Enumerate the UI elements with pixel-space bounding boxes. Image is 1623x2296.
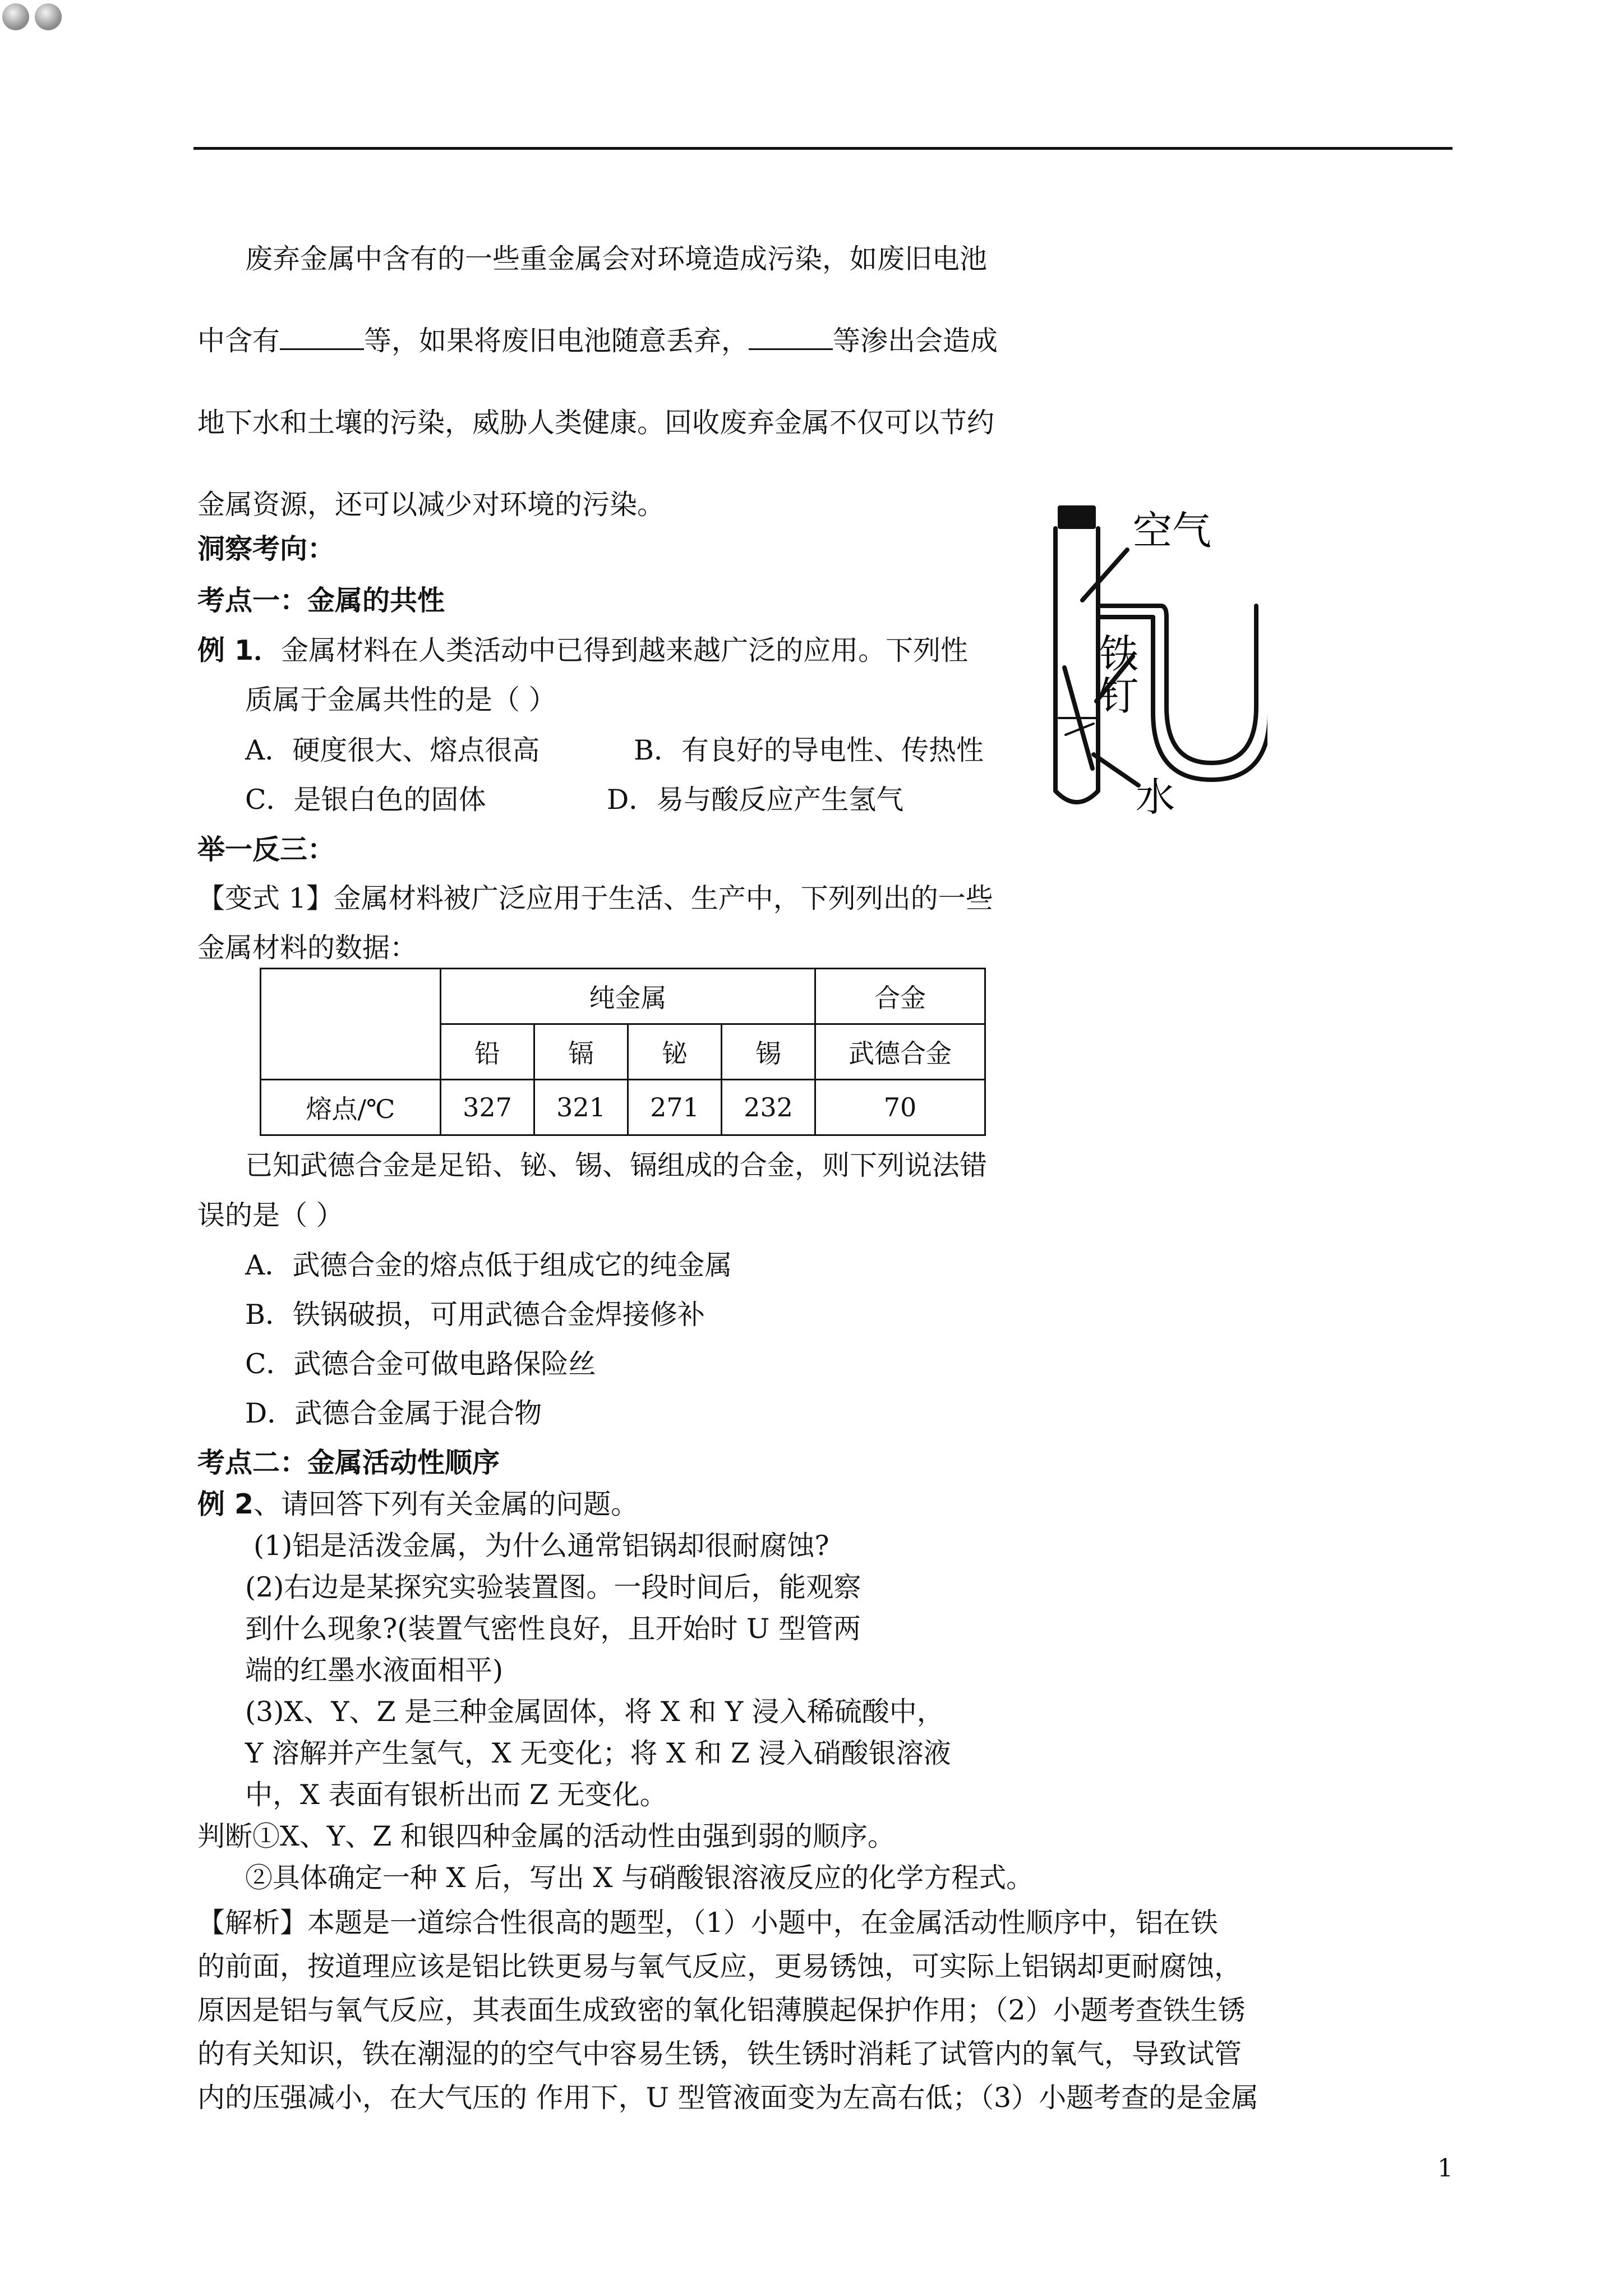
analysis-line-2: 的前面，按道理应该是铝比铁更易与氧气反应，更易锈蚀，可实际上铝锅却更耐腐蚀，: [197, 1950, 1242, 1982]
two-grey-spheres-icon: [0, 0, 73, 39]
point2-heading: 考点二：金属活动性顺序: [197, 1447, 500, 1479]
table-metal-wood-alloy: 武德合金: [815, 1024, 985, 1080]
table-value: 232: [722, 1080, 815, 1135]
variant1-text: 金属材料被广泛应用于生活、生产中，下列列出的一些: [333, 882, 993, 914]
table-value: 70: [815, 1080, 985, 1135]
example1-label: 例 1．: [197, 634, 282, 666]
variant1-line-2: 金属材料的数据：: [197, 932, 418, 964]
intro-line-2: [197, 324, 998, 358]
table-metal-tin: 锡: [722, 1024, 815, 1080]
melting-point-table: [260, 968, 986, 1136]
example2-text: 、请回答下列有关金属的问题。: [253, 1488, 639, 1520]
table-row-label: 熔点/℃: [261, 1080, 441, 1135]
analysis-line-4: 的有关知识，铁在潮湿的的空气中容易生锈，铁生锈时消耗了试管内的氧气，导致试管: [197, 2038, 1242, 2070]
example1-line-2: 质属于金属共性的是（ ）: [245, 684, 556, 716]
table-metal-cadmium: 镉: [534, 1024, 628, 1080]
example2-q3-line3: 中，X 表面有银析出而 Z 无变化。: [245, 1779, 667, 1811]
variant1-label: 【变式 1】: [197, 882, 334, 914]
label-nail-2: 钉: [1099, 673, 1138, 719]
table-value: 321: [534, 1080, 628, 1135]
variant1-option-b[interactable]: B．铁锅破损，可用武德合金焊接修补: [245, 1299, 706, 1331]
table-metal-lead: 铅: [441, 1024, 534, 1080]
rusting-apparatus-diagram: [1021, 499, 1267, 825]
example2-q2-line3: 端的红墨水液面相平): [245, 1654, 504, 1686]
table-metal-bismuth: 铋: [628, 1024, 722, 1080]
header-rule: [193, 147, 1453, 150]
intro-line-1: 废弃金属中含有的一些重金属会对环境造成污染，如废旧电池: [245, 243, 988, 275]
point1-heading: 考点一：金属的共性: [197, 585, 445, 616]
page-number: 1: [1437, 2154, 1453, 2183]
intro-text: 中含有: [197, 325, 280, 357]
example1-option-d[interactable]: D．易与酸反应产生氢气: [607, 784, 904, 816]
example2-q1: (1)铝是活泼金属，为什么通常铝锅却很耐腐蚀?: [253, 1530, 829, 1562]
example1-option-b[interactable]: B．有良好的导电性、传热性: [634, 734, 984, 766]
example2-q2-line1: (2)右边是某探究实验装置图。一段时间后，能观察: [245, 1571, 861, 1603]
table-value: 271: [628, 1080, 722, 1135]
example2-q2-line2: 到什么现象?(装置气密性良好，且开始时 U 型管两: [245, 1613, 861, 1645]
example2-q3-line1: (3)X、Y、Z 是三种金属固体，将 X 和 Y 浸入稀硫酸中，: [245, 1696, 944, 1728]
analysis-line-3: 原因是铝与氧气反应，其表面生成致密的氧化铝薄膜起保护作用；（2）小题考查铁生锈: [197, 1994, 1246, 2026]
example2-q3-line2: Y 溶解并产生氢气，X 无变化；将 X 和 Z 浸入硝酸银溶液: [245, 1737, 951, 1769]
variant1-option-c[interactable]: C．武德合金可做电路保险丝: [245, 1348, 596, 1380]
variant1-line-1: [197, 882, 993, 915]
analysis-text: 本题是一道综合性很高的题型，（1）小题中，在金属活动性顺序中，铝在铁: [307, 1907, 1218, 1939]
table-group-alloy: 合金: [815, 969, 985, 1024]
table-value: 327: [441, 1080, 534, 1135]
table-group-pure: 纯金属: [441, 969, 815, 1024]
variant1-question-1: 已知武德合金是足铅、铋、锡、镉组成的合金，则下列说法错: [245, 1149, 988, 1181]
section-practice: 举一反三：: [197, 834, 335, 866]
example1-text: 金属材料在人类活动中已得到越来越广泛的应用。下列性: [281, 634, 969, 666]
example2-line-1: [197, 1488, 638, 1521]
example2-label: 例 2: [197, 1488, 254, 1520]
analysis-line-1: [197, 1906, 1218, 1940]
example1-option-a[interactable]: A．硬度很大、熔点很高: [245, 734, 540, 766]
label-air: 空气: [1133, 508, 1211, 554]
example1-option-c[interactable]: C．是银白色的固体: [245, 784, 486, 816]
analysis-label: 【解析】: [197, 1907, 308, 1939]
intro-line-4: 金属资源，还可以减少对环境的污染。: [197, 489, 665, 521]
example2-judge-1: 判断①X、Y、Z 和银四种金属的活动性由强到弱的顺序。: [197, 1820, 895, 1852]
section-insight: 洞察考向：: [197, 533, 335, 565]
example1-line-1: [197, 634, 968, 668]
fill-blank-2[interactable]: [749, 325, 833, 350]
analysis-line-5: 内的压强减小，在大气压的 作用下，U 型管液面变为左高右低；（3）小题考查的是金属: [197, 2082, 1259, 2114]
table-corner-cell: [261, 969, 441, 1080]
intro-text: 等，如果将废旧电池随意丢弃，: [364, 325, 749, 357]
intro-text: 等渗出会造成: [833, 325, 998, 357]
fill-blank-1[interactable]: [280, 325, 364, 350]
intro-line-3: 地下水和土壤的污染，威胁人类健康。回收废弃金属不仅可以节约: [197, 407, 995, 439]
label-water: 水: [1136, 774, 1175, 820]
variant1-option-a[interactable]: A．武德合金的熔点低于组成它的纯金属: [245, 1249, 732, 1281]
example2-judge-2: ②具体确定一种 X 后，写出 X 与硝酸银溶液反应的化学方程式。: [245, 1862, 1034, 1894]
variant1-option-d[interactable]: D．武德合金属于混合物: [245, 1397, 542, 1429]
variant1-question-2: 误的是（ ）: [197, 1199, 344, 1231]
label-nail-1: 铁: [1099, 631, 1138, 677]
